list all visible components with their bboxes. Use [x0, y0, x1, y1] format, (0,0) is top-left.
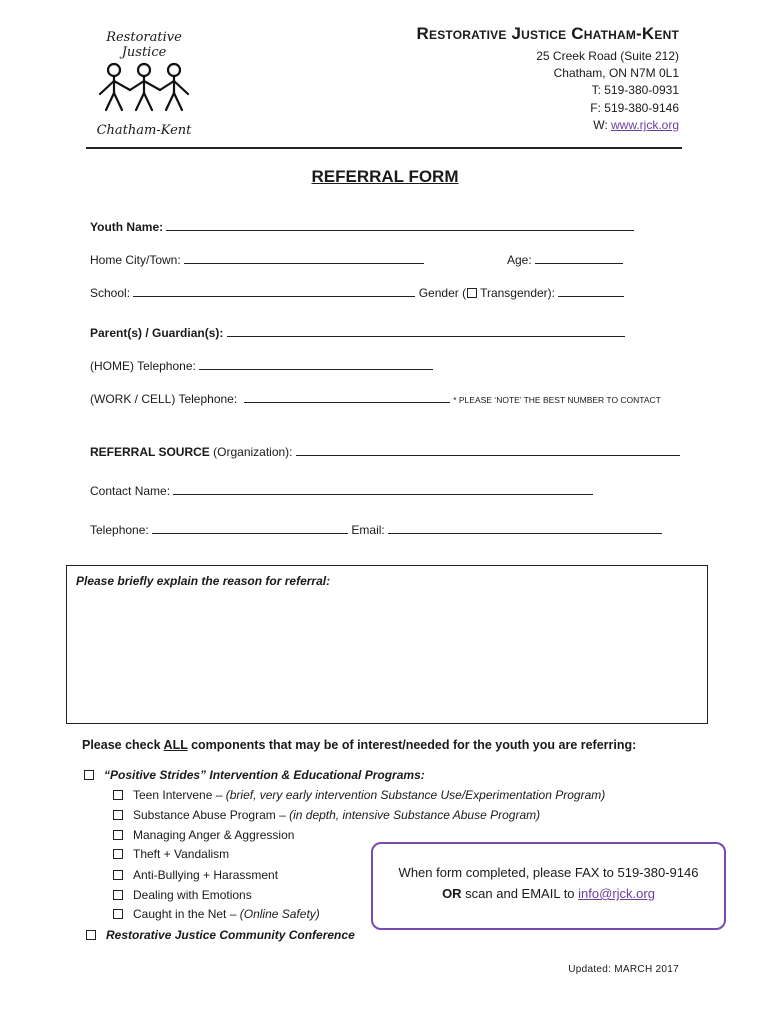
program-label: Anti-Bullying + Harassment: [133, 868, 279, 882]
telephone-label: Telephone:: [90, 523, 149, 537]
fax-or-label: OR: [442, 886, 462, 901]
theft-vandalism-checkbox[interactable]: [113, 849, 123, 859]
logo-text-line3: Chatham-Kent: [96, 123, 192, 138]
age-row: [507, 252, 623, 267]
fax-email-text: scan and EMAIL to: [461, 886, 579, 901]
conference-label: Restorative Justice Community Conference: [106, 928, 355, 942]
contact-name-label: Contact Name:: [90, 484, 171, 498]
school-field[interactable]: [133, 285, 415, 297]
transgender-label: Transgender):: [480, 286, 556, 300]
address-line1: 25 Creek Road (Suite 212): [536, 49, 679, 63]
youth-name-row: [90, 219, 634, 234]
form-title: REFERRAL FORM: [311, 167, 459, 186]
positive-strides-checkbox[interactable]: [84, 770, 94, 780]
updated-date: Updated: MARCH 2017: [568, 964, 679, 975]
program-row: [113, 907, 320, 921]
work-telephone-row: [90, 391, 661, 406]
parents-label: Parent(s) / Guardian(s):: [90, 326, 224, 340]
teen-intervene-checkbox[interactable]: [113, 790, 123, 800]
header-divider: [86, 147, 682, 149]
positive-strides-label: “Positive Strides” Intervention & Educational Programs:: [104, 768, 425, 782]
program-label: Dealing with Emotions: [133, 888, 252, 902]
gender-label: Gender (: [418, 286, 467, 300]
dealing-emotions-checkbox[interactable]: [113, 890, 123, 900]
work-telephone-label: (WORK / CELL) Telephone:: [90, 392, 238, 406]
school-label: School:: [90, 286, 131, 300]
email-field[interactable]: [388, 522, 662, 534]
program-row: [113, 888, 252, 902]
best-number-note: * PLEASE ‘NOTE’ THE BEST NUMBER TO CONTACT: [453, 395, 661, 405]
gender-field[interactable]: [558, 285, 624, 297]
program-label: Theft + Vandalism: [133, 847, 230, 861]
home-city-field[interactable]: [184, 252, 424, 264]
parents-row: [90, 325, 625, 340]
program-label: Teen Intervene –: [133, 788, 226, 802]
email-label: Email:: [351, 523, 385, 537]
logo: [86, 26, 202, 146]
managing-anger-checkbox[interactable]: [113, 830, 123, 840]
age-field[interactable]: [535, 252, 623, 264]
telephone-field[interactable]: [152, 522, 348, 534]
fax-email-link[interactable]: info@rjck.org: [578, 886, 655, 901]
home-telephone-row: [90, 358, 433, 373]
caught-in-net-checkbox[interactable]: [113, 909, 123, 919]
referral-source-field[interactable]: [296, 444, 680, 456]
program-row: [113, 847, 229, 861]
fax-instruction-line2: [373, 886, 724, 901]
home-city-label: Home City/Town:: [90, 253, 181, 267]
check-heading: [82, 738, 636, 752]
referral-source-row: [90, 444, 680, 459]
phone-number: T: 519-380-0931: [591, 83, 679, 97]
fax-number: F: 519-380-9146: [590, 101, 679, 115]
check-heading-after: components that may be of interest/needed for the youth you are referring:: [187, 738, 637, 752]
organization-name: Restorative Justice Chatham-Kent: [416, 24, 679, 43]
conference-row: [86, 928, 355, 942]
anti-bullying-checkbox[interactable]: [113, 870, 123, 880]
program-row: [113, 828, 294, 842]
youth-name-label: Youth Name:: [90, 220, 164, 234]
logo-text-line2: Justice: [121, 45, 167, 60]
home-city-row: [90, 252, 424, 267]
program-row: [113, 788, 605, 802]
transgender-checkbox[interactable]: [467, 288, 477, 298]
website-line: [593, 118, 679, 132]
conference-checkbox[interactable]: [86, 930, 96, 940]
logo-text-line1: Restorative: [106, 30, 182, 45]
program-row: [113, 808, 540, 822]
website-label: W:: [593, 118, 611, 132]
program-detail: (brief, very early intervention Substance Use/Experimentation Program): [225, 788, 606, 802]
work-telephone-field[interactable]: [244, 391, 450, 403]
school-row: [90, 285, 624, 300]
substance-abuse-checkbox[interactable]: [113, 810, 123, 820]
contact-name-row: [90, 483, 593, 498]
people-figures-icon: [86, 60, 202, 116]
program-detail: (in depth, intensive Substance Abuse Program): [289, 808, 541, 822]
program-label: Managing Anger & Aggression: [133, 828, 295, 842]
program-label: Substance Abuse Program –: [133, 808, 290, 822]
reason-textarea[interactable]: [66, 565, 708, 724]
program-detail: (Online Safety): [239, 907, 320, 921]
reason-label: Please briefly explain the reason for referral:: [76, 574, 331, 588]
telephone-email-row: [90, 522, 662, 537]
contact-name-field[interactable]: [173, 483, 593, 495]
website-link[interactable]: www.rjck.org: [610, 118, 679, 132]
referral-source-sublabel: (Organization):: [213, 445, 293, 459]
age-label: Age:: [507, 253, 532, 267]
program-row: [113, 868, 278, 882]
check-heading-all: ALL: [163, 738, 188, 752]
youth-name-field[interactable]: [166, 219, 634, 231]
home-telephone-field[interactable]: [199, 358, 433, 370]
home-telephone-label: (HOME) Telephone:: [90, 359, 196, 373]
address-line2: Chatham, ON N7M 0L1: [553, 66, 679, 80]
positive-strides-row: [84, 768, 425, 782]
program-label: Caught in the Net –: [133, 907, 240, 921]
check-heading-before: Please check: [82, 738, 164, 752]
referral-source-label: REFERRAL SOURCE: [90, 445, 210, 459]
fax-instruction-line1: When form completed, please FAX to 519-380-9146: [398, 865, 699, 880]
fax-instructions-box: [371, 842, 726, 930]
parents-field[interactable]: [227, 325, 625, 337]
